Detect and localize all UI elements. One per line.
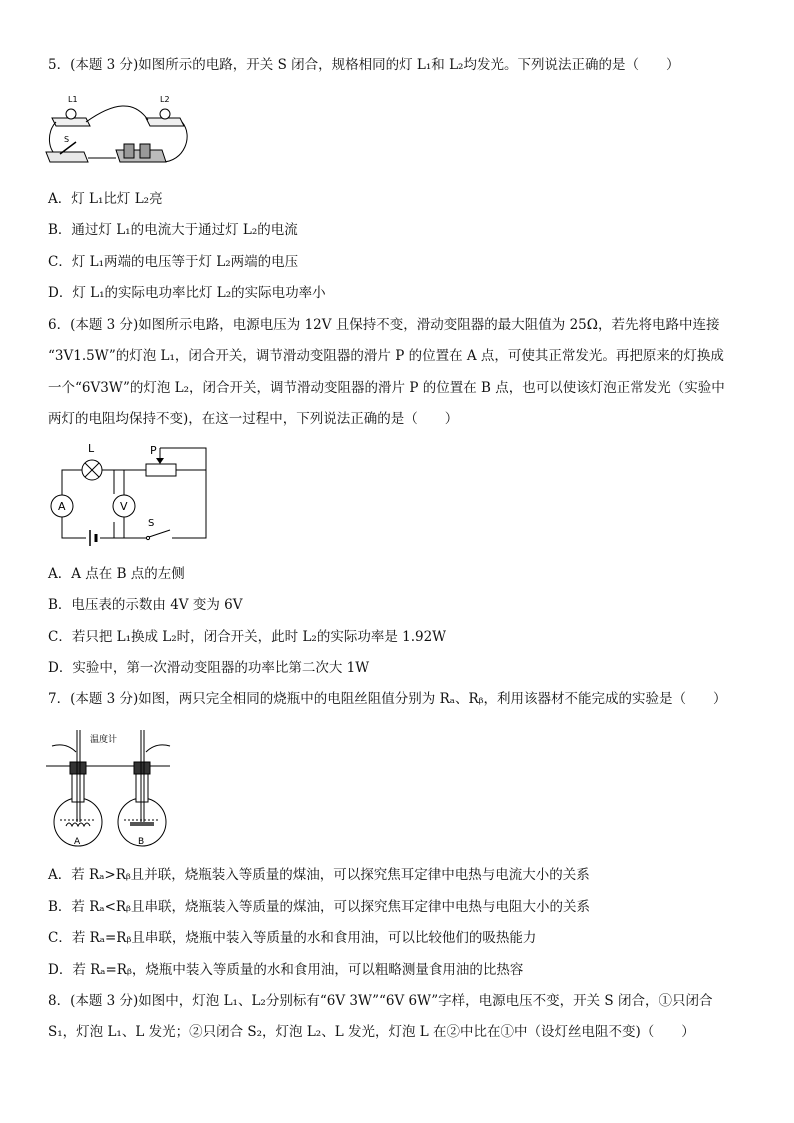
q6-stem-line-4: 两灯的电阻均保持不变)，在这一过程中，下列说法正确的是（ ）: [48, 411, 459, 427]
q6-label-switch: S: [148, 518, 155, 529]
q5-label-l1: L1: [68, 95, 78, 104]
q6-option-b: B．电压表的示数由 4V 变为 6V: [48, 597, 243, 613]
q5-stem: 5．(本题 3 分)如图所示的电路，开关 S 闭合，规格相同的灯 L₁和 L₂均发光。下列说法正确的是（ ）: [48, 57, 680, 73]
q8-stem-line-2: S₁，灯泡 L₁、L 发光；②只闭合 S₂，灯泡 L₂、L 发光，灯泡 L 在②中比在①中（设灯丝电阻不变)（ ）: [48, 1024, 695, 1040]
q6-stem-line-3: 一个“6V3W”的灯泡 L₂，闭合开关，调节滑动变阻器的滑片 P 的位置在 B 点，也可以使该灯泡正常发光（实验中: [48, 380, 725, 396]
q6-label-p: P: [150, 444, 157, 457]
q6-stem-line-2: “3V1.5W”的灯泡 L₁，闭合开关，调节滑动变阻器的滑片 P 的位置在 A 点，可使其正常发光。再把原来的灯换成: [48, 348, 724, 364]
q7-flask-figure: [46, 722, 176, 850]
q7-option-d: D．若 Rₐ=Rᵦ，烧瓶中装入等质量的水和食用油，可以粗略测量食用油的比热容: [48, 962, 524, 978]
q5-label-l2: L2: [160, 95, 170, 104]
q6-label-lamp: L: [88, 442, 95, 455]
q7-label-a: A: [74, 837, 81, 847]
q5-option-d: D．灯 L₁的实际电功率比灯 L₂的实际电功率小: [48, 285, 326, 301]
q8-stem-line-1: 8．(本题 3 分)如图中，灯泡 L₁、L₂分别标有“6V 3W”“6V 6W”字样，电源电压不变，开关 S 闭合，①只闭合: [48, 993, 713, 1009]
q6-label-voltmeter: V: [120, 500, 128, 513]
q6-option-d: D．实验中，第一次滑动变阻器的功率比第二次大 1W: [48, 660, 370, 676]
q7-label-b: B: [138, 837, 145, 847]
q6-stem-line-1: 6．(本题 3 分)如图所示电路，电源电压为 12V 且保持不变，滑动变阻器的最大阻值为 25Ω，若先将电路中连接: [48, 317, 720, 333]
q6-label-ammeter: A: [58, 500, 66, 513]
q5-label-s: S: [64, 135, 70, 144]
q7-stem: 7．(本题 3 分)如图，两只完全相同的烧瓶中的电阻丝阻值分别为 Rₐ、Rᵦ，利用该器材不能完成的实验是（ ）: [48, 691, 727, 707]
q5-option-b: B．通过灯 L₁的电流大于通过灯 L₂的电流: [48, 222, 298, 238]
q7-option-a: A．若 Rₐ>Rᵦ且并联，烧瓶装入等质量的煤油，可以探究焦耳定律中电热与电流大小的关系: [48, 867, 590, 883]
q6-option-a: A．A 点在 B 点的左侧: [48, 566, 185, 582]
q7-option-b: B．若 Rₐ<Rᵦ且串联，烧瓶装入等质量的煤油，可以探究焦耳定律中电热与电阻大小的关系: [48, 899, 590, 915]
q5-option-c: C．灯 L₁两端的电压等于灯 L₂两端的电压: [48, 254, 299, 270]
q7-option-c: C．若 Rₐ=Rᵦ且串联，烧瓶中装入等质量的水和食用油，可以比较他们的吸热能力: [48, 930, 537, 946]
q5-circuit-figure: [44, 92, 194, 170]
q5-option-a: A．灯 L₁比灯 L₂亮: [48, 191, 163, 207]
q7-label-thermometer: 温度计: [90, 735, 118, 745]
q6-option-c: C．若只把 L₁换成 L₂时，闭合开关，此时 L₂的实际功率是 1.92W: [48, 629, 447, 645]
q6-circuit-figure: [44, 438, 214, 550]
